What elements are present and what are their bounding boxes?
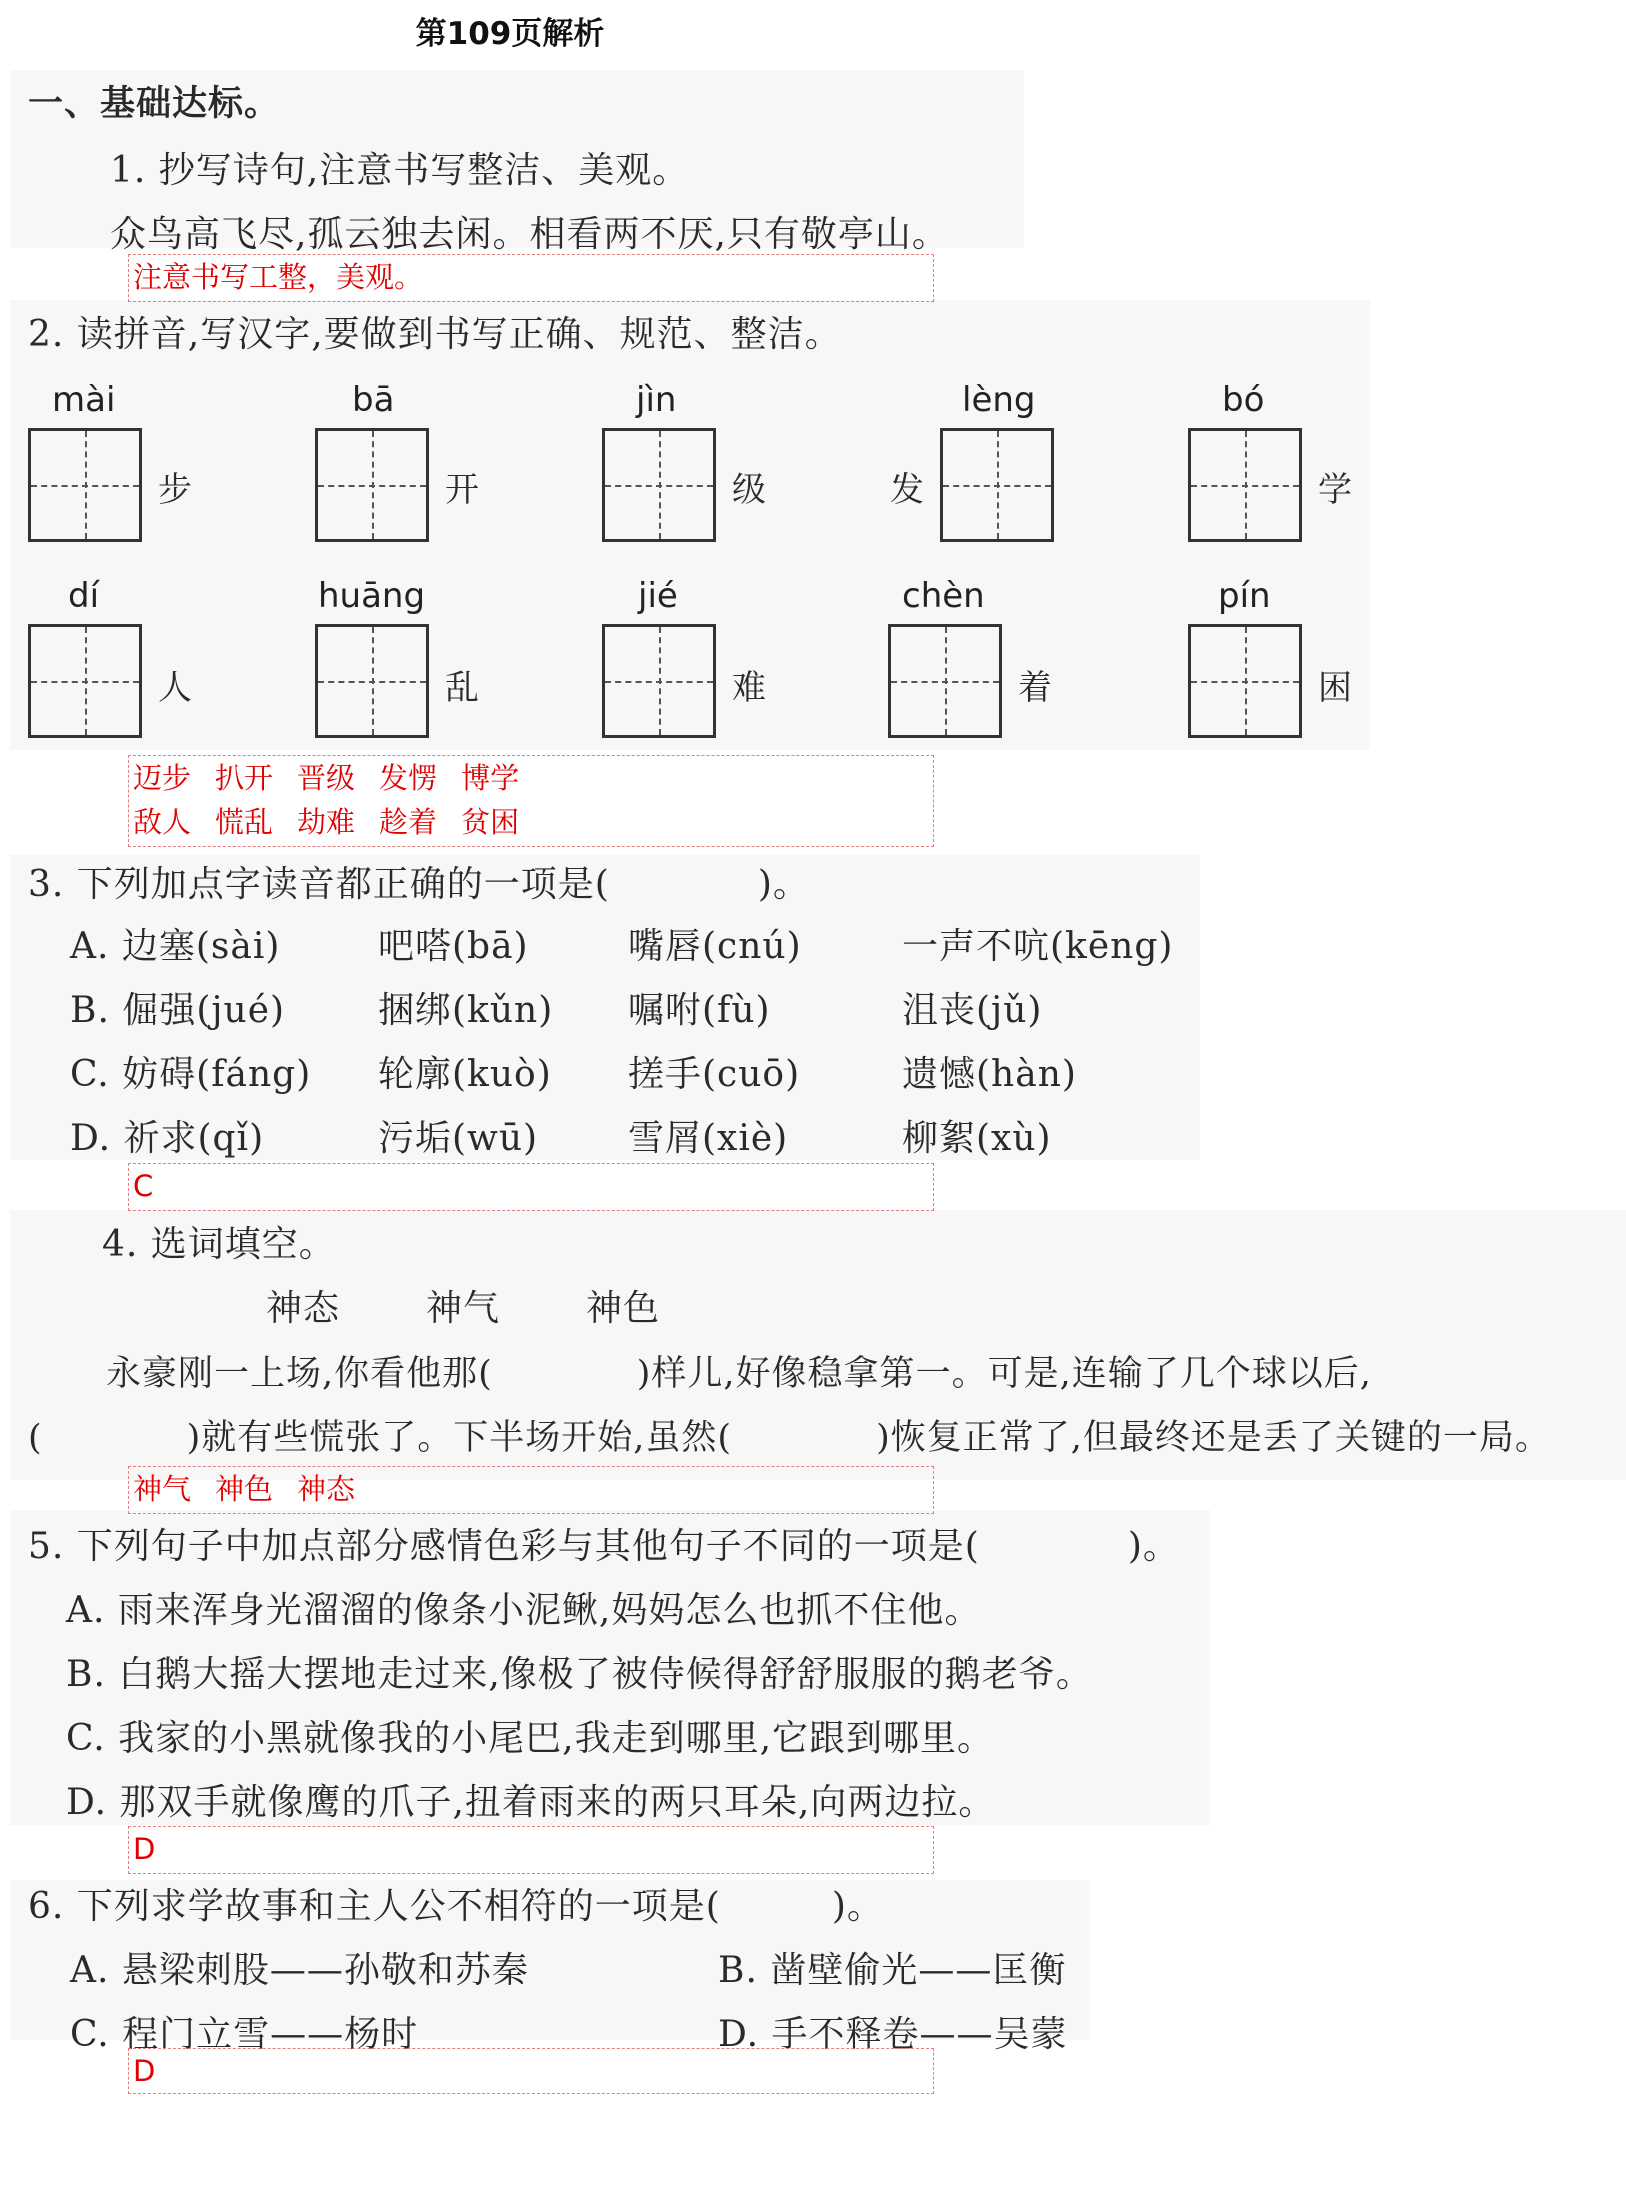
- answer-word: 敌人: [133, 805, 192, 839]
- pinyin-jin: jìn: [636, 380, 677, 420]
- answer-word: 神态: [297, 1472, 356, 1506]
- pinyin-mai: mài: [52, 380, 116, 420]
- q6-option-a: A. 悬梁刺股——孙敬和苏秦: [70, 1950, 529, 1991]
- char-ren: 人: [158, 668, 192, 708]
- q3-option-c3: 搓手(cuō): [628, 1054, 801, 1095]
- q3-option-a2: 吧嗒(bā): [378, 926, 529, 967]
- pinyin-di: dí: [68, 576, 100, 616]
- q6-option-d: D. 手不释卷——吴蒙: [718, 2014, 1068, 2055]
- q3-answer: C: [133, 1169, 154, 1203]
- q3-option-b1: B. 倔强(jué): [70, 990, 286, 1031]
- answer-word: 贫困: [461, 805, 520, 839]
- answer-word: 趁着: [379, 805, 438, 839]
- writing-grid[interactable]: [28, 624, 142, 738]
- pinyin-bo: bó: [1222, 380, 1265, 420]
- q3-answer-box: [128, 1163, 934, 1211]
- writing-grid[interactable]: [888, 624, 1002, 738]
- pinyin-huang: huāng: [318, 576, 426, 616]
- q3-option-c1: C. 妨碍(fáng): [70, 1054, 312, 1095]
- writing-grid[interactable]: [602, 428, 716, 542]
- q5-option-d: D. 那双手就像鹰的爪子,扭着雨来的两只耳朵,向两边拉。: [66, 1782, 996, 1823]
- q3-option-a3: 嘴唇(cnú): [628, 926, 802, 967]
- q3-option-c2: 轮廓(kuò): [378, 1054, 552, 1095]
- answer-word: 博学: [461, 761, 520, 795]
- q4-word-2: 神气: [426, 1288, 501, 1329]
- q3-option-d1: D. 祈求(qǐ): [70, 1118, 265, 1159]
- q4-answer-box: [128, 1466, 934, 1514]
- answer-word: 慌乱: [215, 805, 274, 839]
- q6-answer: D: [133, 2054, 156, 2088]
- pinyin-jie: jié: [638, 576, 678, 616]
- q1-poem: 众鸟高飞尽,孤云独去闲。相看两不厌,只有敬亭山。: [110, 214, 949, 255]
- q1-prompt: 1. 抄写诗句,注意书写整洁、美观。: [110, 150, 690, 191]
- page-title: 第109页解析: [415, 16, 605, 52]
- q2-answer-line1: [133, 756, 933, 800]
- pinyin-chen: chèn: [902, 576, 985, 616]
- q4-passage-line2: ( )就有些慌张了。下半场开始,虽然( )恢复正常了,但最终还是丢了关键的一局。: [28, 1418, 1551, 1458]
- pinyin-leng: lèng: [962, 380, 1036, 420]
- pinyin-pin: pín: [1218, 576, 1271, 616]
- q5-option-b: B. 白鹅大摇大摆地走过来,像极了被侍候得舒舒服服的鹅老爷。: [66, 1654, 1093, 1695]
- q5-answer: D: [133, 1832, 156, 1866]
- q1-answer: 注意书写工整，美观。: [133, 260, 424, 294]
- writing-grid[interactable]: [28, 428, 142, 542]
- q3-option-b4: 沮丧(jǔ): [902, 990, 1043, 1031]
- q3-option-a1: A. 边塞(sài): [70, 926, 281, 967]
- answer-word: 劫难: [297, 805, 356, 839]
- q5-option-c: C. 我家的小黑就像我的小尾巴,我走到哪里,它跟到哪里。: [66, 1718, 995, 1759]
- answer-word: 迈步: [133, 761, 192, 795]
- section-heading: 一、基础达标。: [28, 84, 281, 124]
- q6-option-c: C. 程门立雪——杨时: [70, 2014, 419, 2055]
- answer-word: 晋级: [297, 761, 356, 795]
- q3-option-d4: 柳絮(xù): [902, 1118, 1052, 1159]
- char-zhe: 着: [1018, 668, 1052, 708]
- q2-answer-box: [128, 755, 934, 847]
- char-xue: 学: [1318, 470, 1352, 510]
- q6-answer-box: [128, 2048, 934, 2094]
- char-luan: 乱: [445, 668, 479, 708]
- q3-option-c4: 遗憾(hàn): [902, 1054, 1077, 1095]
- q5-answer-box: [128, 1826, 934, 1874]
- answer-word: 发愣: [379, 761, 438, 795]
- q3-option-b2: 捆绑(kǔn): [378, 990, 554, 1031]
- q3-option-d2: 污垢(wū): [378, 1118, 539, 1159]
- q6-prompt: 6. 下列求学故事和主人公不相符的一项是( )。: [28, 1886, 884, 1927]
- q4-word-1: 神态: [266, 1288, 341, 1329]
- q6-option-b: B. 凿壁偷光——匡衡: [718, 1950, 1067, 1991]
- answer-word: 神色: [215, 1472, 274, 1506]
- char-nan: 难: [732, 668, 766, 708]
- char-kun: 困: [1318, 668, 1352, 708]
- char-ji: 级: [732, 470, 766, 510]
- writing-grid[interactable]: [1188, 624, 1302, 738]
- q4-prompt: 4. 选词填空。: [102, 1224, 336, 1265]
- q4-passage-line1: 永豪刚一上场,你看他那( )样儿,好像稳拿第一。可是,连输了几个球以后,: [106, 1354, 1372, 1394]
- q4-word-3: 神色: [586, 1288, 661, 1329]
- q3-option-a4: 一声不吭(kēng): [902, 926, 1174, 967]
- writing-grid[interactable]: [315, 624, 429, 738]
- writing-grid[interactable]: [602, 624, 716, 738]
- answer-word: 扒开: [215, 761, 274, 795]
- q5-prompt: 5. 下列句子中加点部分感情色彩与其他句子不同的一项是( )。: [28, 1526, 1180, 1567]
- answer-word: 神气: [133, 1472, 192, 1506]
- q3-option-d3: 雪屑(xiè): [628, 1118, 789, 1159]
- writing-grid[interactable]: [940, 428, 1054, 542]
- pinyin-ba: bā: [352, 380, 395, 420]
- writing-grid[interactable]: [1188, 428, 1302, 542]
- q3-option-b3: 嘱咐(fù): [628, 990, 771, 1031]
- q2-answer-line2: [133, 800, 933, 844]
- q5-option-a: A. 雨来浑身光溜溜的像条小泥鳅,妈妈怎么也抓不住他。: [66, 1590, 982, 1631]
- writing-grid[interactable]: [315, 428, 429, 542]
- char-bu: 步: [158, 470, 192, 510]
- char-fa: 发: [890, 470, 924, 510]
- q2-prompt: 2. 读拼音,写汉字,要做到书写正确、规范、整洁。: [28, 314, 842, 355]
- q1-answer-box: [128, 254, 934, 302]
- char-kai: 开: [445, 470, 479, 510]
- q3-prompt: 3. 下列加点字读音都正确的一项是( )。: [28, 864, 810, 905]
